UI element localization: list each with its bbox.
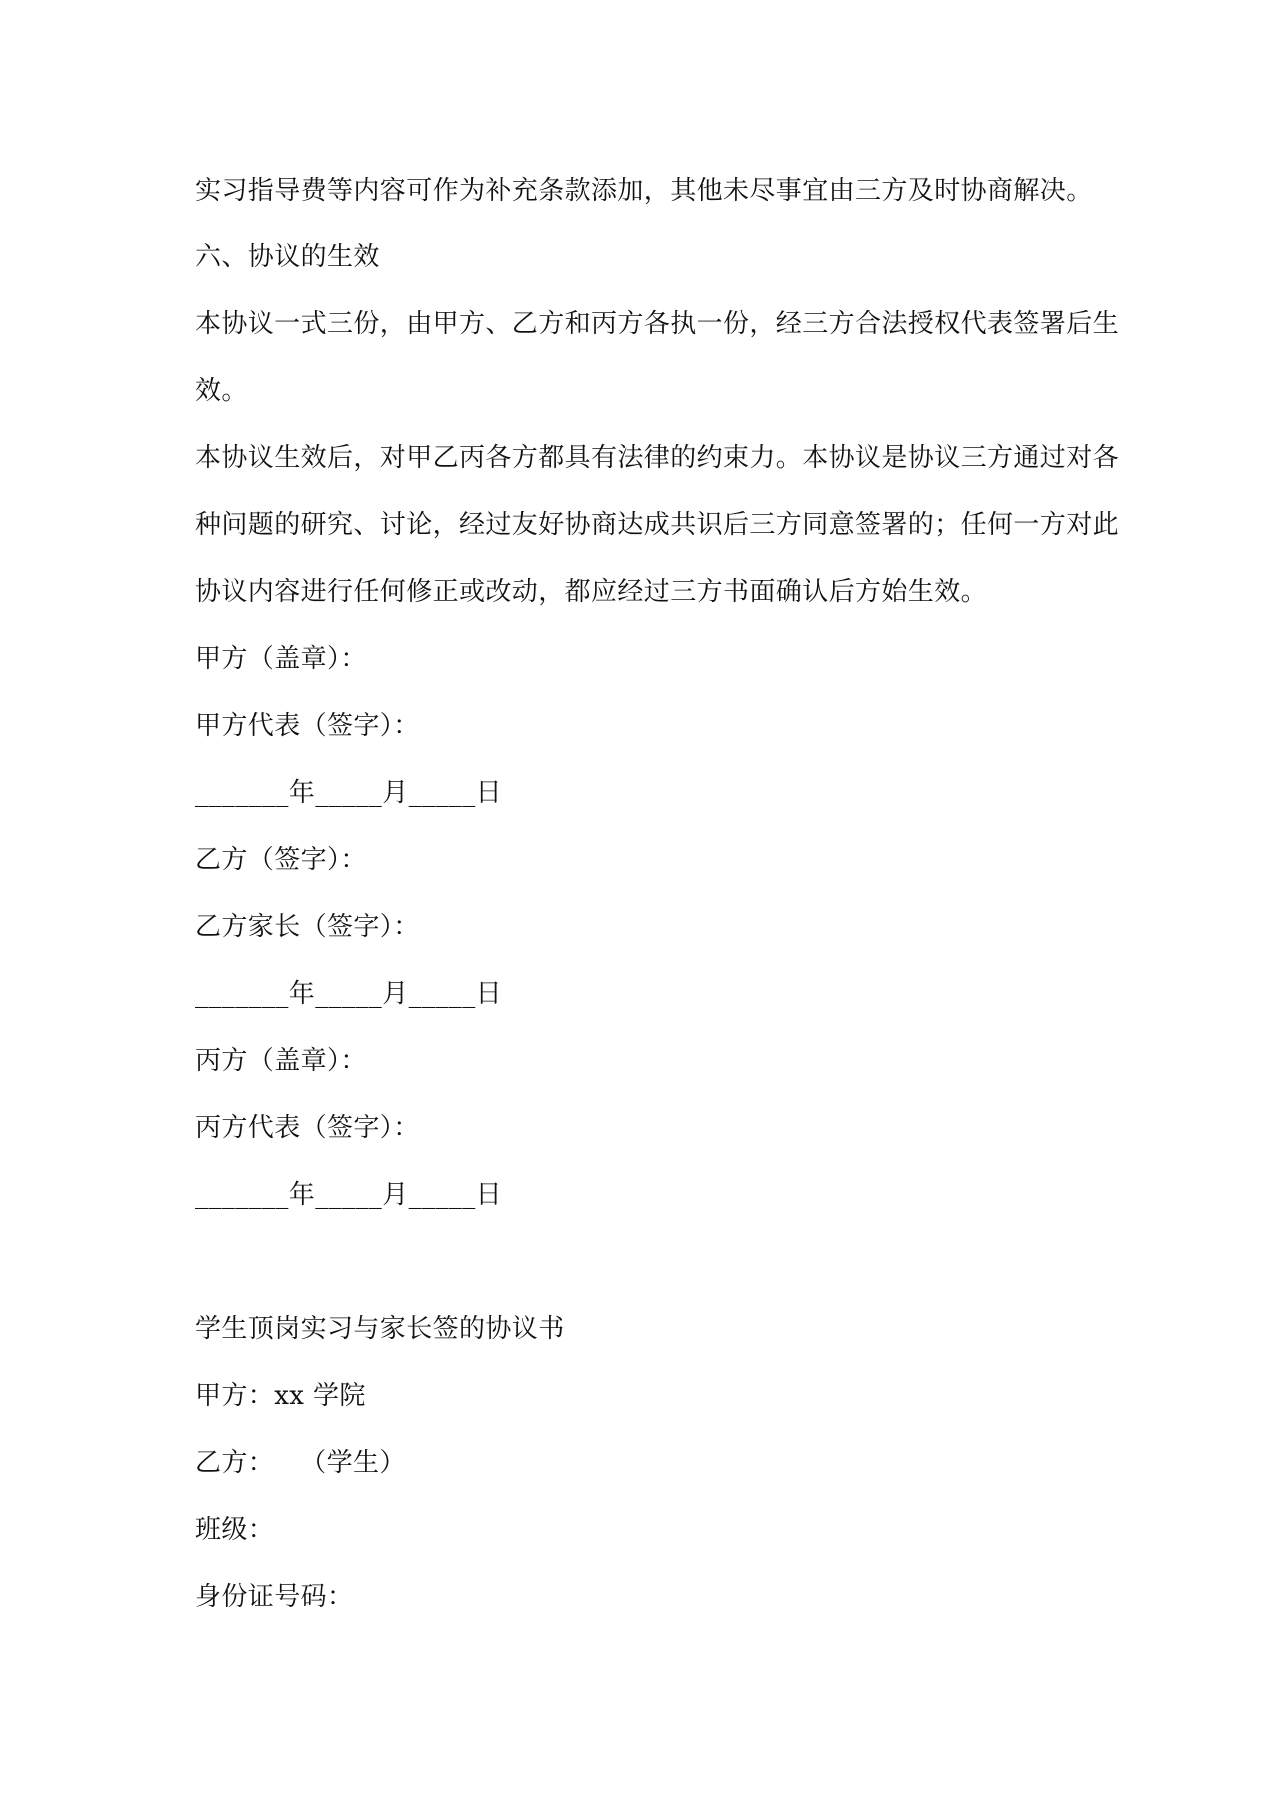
party-b-signature-label: 乙方（签字）： — [195, 845, 367, 875]
party-b-parent-signature-label: 乙方家长（签字）： — [195, 912, 420, 942]
date-line: _______年_____月_____日 — [195, 1180, 502, 1210]
paragraph-line: 种问题的研究、讨论，经过友好协商达成共识后三方同意签署的；任何一方对此 — [195, 510, 1120, 540]
party-a-representative-label: 甲方代表（签字）： — [195, 711, 420, 741]
paragraph-line: 效。 — [195, 376, 248, 406]
document-title: 学生顶岗实习与家长签的协议书 — [195, 1314, 565, 1344]
paragraph-line: 实习指导费等内容可作为补充条款添加，其他未尽事宜由三方及时协商解决。 — [195, 176, 1093, 206]
date-line: _______年_____月_____日 — [195, 778, 502, 808]
section-heading: 六、协议的生效 — [195, 242, 380, 272]
paragraph-line: 本协议一式三份，由甲方、乙方和丙方各执一份，经三方合法授权代表签署后生 — [195, 309, 1120, 339]
party-b-label: 乙方： （学生） — [195, 1448, 406, 1478]
id-number-label: 身份证号码： — [195, 1582, 354, 1612]
party-c-seal-label: 丙方（盖章）： — [195, 1046, 367, 1076]
date-line: _______年_____月_____日 — [195, 979, 502, 1009]
class-label: 班级： — [195, 1515, 275, 1545]
paragraph-line: 协议内容进行任何修正或改动，都应经过三方书面确认后方始生效。 — [195, 577, 988, 607]
party-c-representative-label: 丙方代表（签字）： — [195, 1113, 420, 1143]
party-a-seal-label: 甲方（盖章）： — [195, 644, 367, 674]
party-a-label: 甲方：xx 学院 — [195, 1381, 366, 1411]
paragraph-line: 本协议生效后，对甲乙丙各方都具有法律的约束力。本协议是协议三方通过对各 — [195, 443, 1120, 473]
